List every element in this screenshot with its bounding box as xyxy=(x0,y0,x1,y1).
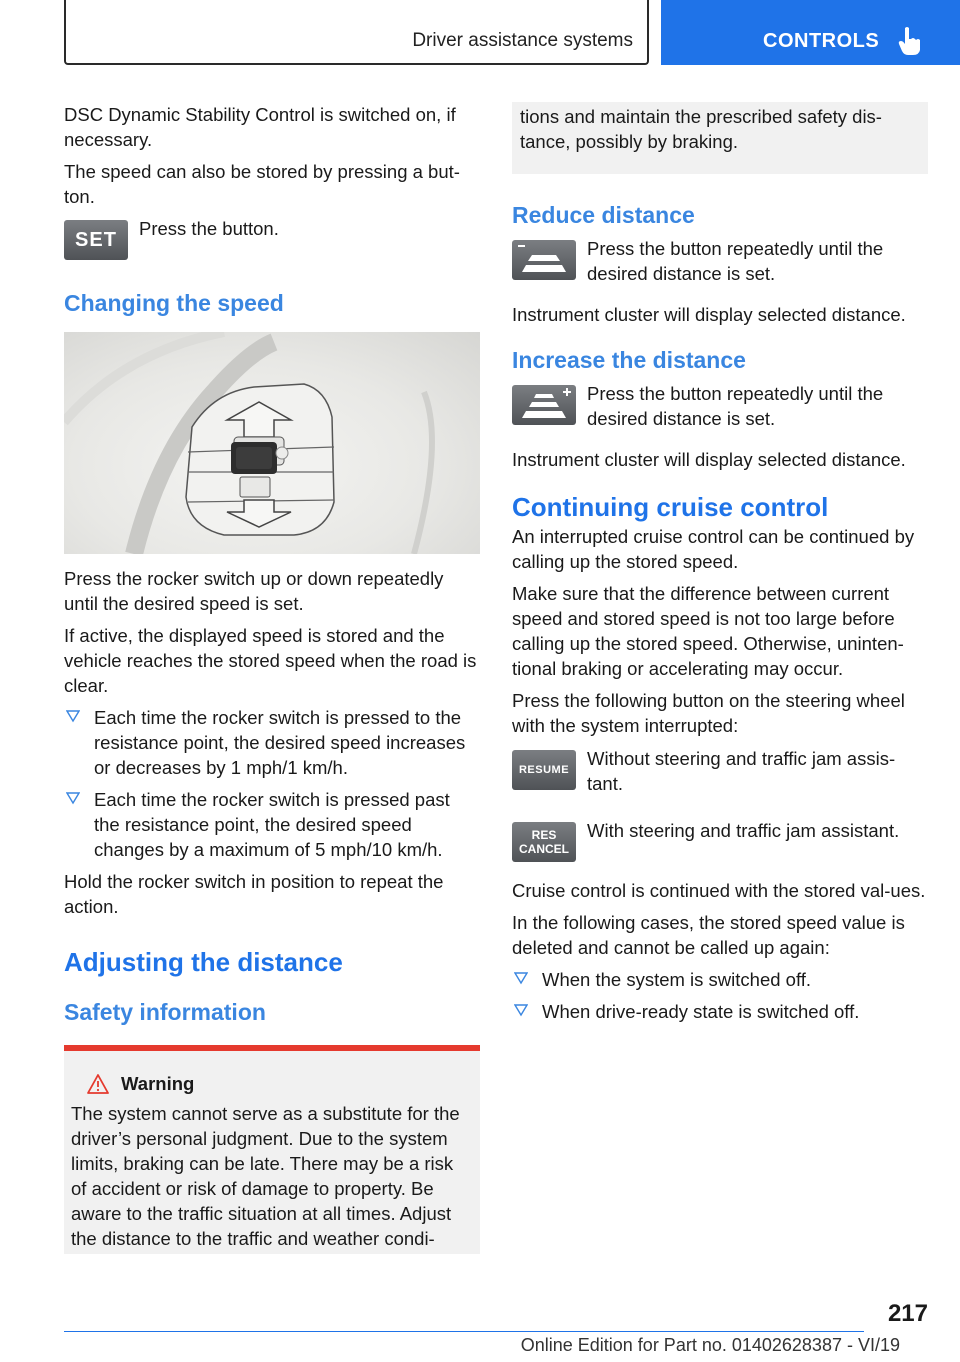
list-item-text: Each time the rocker switch is pressed past the resistance point, the desired speed changes by a maximum of 5 mph/10 km/h. xyxy=(94,789,450,860)
triangle-bullet-icon xyxy=(66,709,80,723)
hand-pointer-icon xyxy=(897,26,923,56)
set-button-label: SET xyxy=(75,228,117,251)
bullet-list xyxy=(64,705,480,862)
set-button-image xyxy=(64,220,128,260)
set-button-row xyxy=(64,216,480,260)
page-number: 217 xyxy=(887,1300,928,1327)
heading-reduce-distance: Reduce distance xyxy=(512,202,695,228)
warning-box xyxy=(64,1045,480,1254)
reduce-distance-button-image xyxy=(512,240,576,280)
warning-triangle-icon xyxy=(87,1074,109,1094)
list-item xyxy=(64,705,480,780)
reduce-distance-button-row xyxy=(512,236,928,286)
list-item-text: When the system is switched off. xyxy=(542,969,812,990)
section-title: Driver assistance systems xyxy=(412,30,633,51)
right-column xyxy=(512,102,928,1031)
resume-button-text: Without steering and traffic jam assis‐tant. xyxy=(587,748,896,794)
paragraph: Instrument cluster will display selected distance. xyxy=(512,304,906,325)
paragraph: Press the rocker switch up or down repeatedly until the desired speed is set. xyxy=(64,568,444,614)
rescancel-button-text: With steering and traffic jam assistant. xyxy=(587,820,900,841)
heading-safety-information: Safety information xyxy=(64,999,266,1025)
triangle-bullet-icon xyxy=(514,971,528,985)
increase-distance-button-image xyxy=(512,385,576,425)
paragraph: An interrupted cruise control can be continued by calling up the stored speed. xyxy=(512,526,915,572)
warning-text: The system cannot serve as a substitute for the driver’s personal judgment. Due to the system limits, braking can be late. There may be a risk of accident or risk of damage to property. Be aware to the traffic situation at all times. Adjust the distance to the traffic and weather condi‐ xyxy=(71,1103,460,1249)
increase-distance-button-row xyxy=(512,381,928,431)
increase-distance-text: Press the button repeatedly until the desired distance is set. xyxy=(587,383,884,429)
paragraph: Press the following button on the steering wheel with the system interrupted: xyxy=(512,690,905,736)
header-section-box xyxy=(64,0,649,65)
rescancel-button-image xyxy=(512,822,576,862)
list-item xyxy=(64,787,480,862)
reduce-distance-text: Press the button repeatedly until the desired distance is set. xyxy=(587,238,884,284)
paragraph: Make sure that the difference between current speed and stored speed is not too large before calling up the stored speed. Otherwise, uninten‐tional braking or accelerating may occur. xyxy=(512,583,904,679)
paragraph: DSC Dynamic Stability Control is switched on, if necessary. xyxy=(64,104,456,150)
warning-text-continued: tions and maintain the prescribed safety dis‐tance, possibly by braking. xyxy=(520,106,882,152)
heading-adjusting-distance: Adjusting the distance xyxy=(64,947,343,977)
paragraph: Instrument cluster will display selected distance. xyxy=(512,449,906,470)
online-edition-text: Online Edition for Part no. 01402628387 - VI/19 xyxy=(520,1335,900,1355)
list-item xyxy=(512,999,928,1024)
rescancel-label-bottom: CANCEL xyxy=(519,842,569,856)
resume-button-image xyxy=(512,750,576,790)
triangle-bullet-icon xyxy=(66,791,80,805)
paragraph: If active, the displayed speed is stored and the vehicle reaches the stored speed when the road is clear. xyxy=(64,625,477,696)
paragraph: Cruise control is continued with the stored val‐ues. xyxy=(512,880,926,901)
heading-changing-speed: Changing the speed xyxy=(64,290,284,316)
resume-button-row xyxy=(512,746,928,796)
controls-tab[interactable] xyxy=(661,0,960,65)
paragraph: In the following cases, the stored speed value is deleted and cannot be called up again: xyxy=(512,912,905,958)
heading-increase-distance: Increase the distance xyxy=(512,347,746,373)
steering-wheel-rocker-switch-photo xyxy=(64,332,480,554)
warning-title: Warning xyxy=(121,1073,195,1094)
rescancel-label-top: RES xyxy=(531,828,557,842)
list-item-text: Each time the rocker switch is pressed to the resistance point, the desired speed increases or decreases by 1 mph/1 km/h. xyxy=(94,707,466,778)
rocker-switch-illustration xyxy=(64,332,480,554)
paragraph: Hold the rocker switch in position to repeat the action. xyxy=(64,871,444,917)
bullet-list xyxy=(512,967,928,1024)
set-button-text: Press the button. xyxy=(139,218,279,239)
triangle-bullet-icon xyxy=(514,1003,528,1017)
paragraph: The speed can also be stored by pressing a but‐ton. xyxy=(64,161,460,207)
left-column xyxy=(64,102,480,1254)
rescancel-button-row xyxy=(512,818,928,862)
resume-button-label: RESUME xyxy=(518,764,570,776)
warning-box-continued xyxy=(512,102,928,174)
distance-reduce-icon xyxy=(512,240,576,280)
list-item xyxy=(512,967,928,992)
distance-increase-icon xyxy=(512,385,576,425)
heading-continuing-cruise-control: Continuing cruise control xyxy=(512,492,829,522)
footer-divider xyxy=(64,1331,864,1332)
warning-header xyxy=(87,1073,473,1095)
list-item-text: When drive-ready state is switched off. xyxy=(542,1001,860,1022)
controls-tab-label: CONTROLS xyxy=(763,30,880,52)
